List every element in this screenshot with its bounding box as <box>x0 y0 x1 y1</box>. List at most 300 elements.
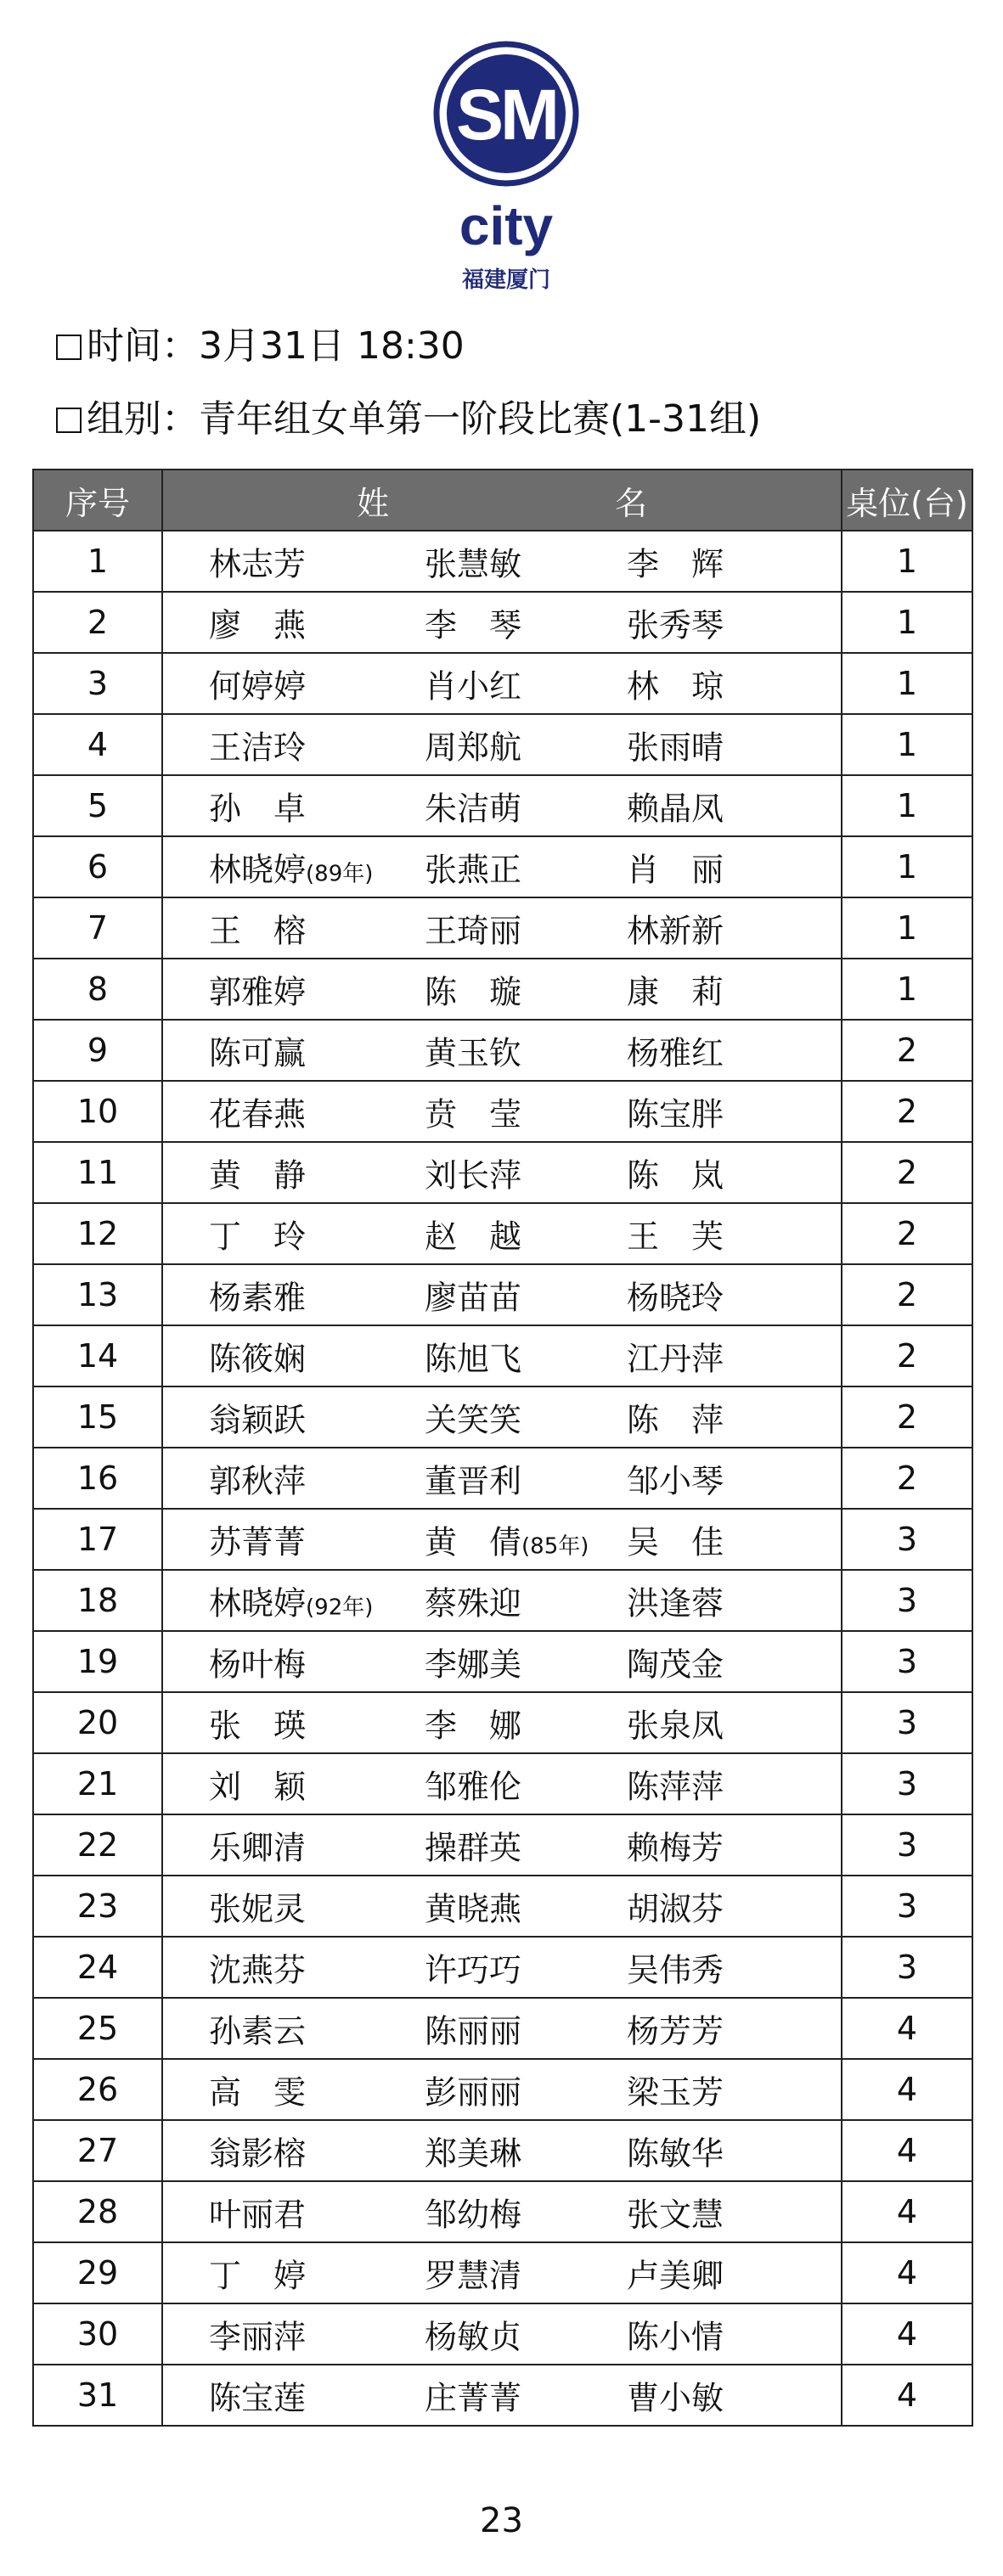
birth-year-note: (92年) <box>306 1595 374 1621</box>
player-entry <box>425 2128 521 2174</box>
checkbox-square-icon <box>56 335 82 360</box>
row-number: 27 <box>33 2120 162 2181</box>
table-position: 1 <box>842 897 972 959</box>
player-entry <box>627 1516 724 1563</box>
player-name: 乐卿清 <box>209 1829 307 1867</box>
row-number: 2 <box>33 592 162 653</box>
table-row <box>33 1753 972 1814</box>
row-number: 18 <box>33 1570 162 1631</box>
player-entry <box>209 1272 306 1319</box>
player-entry <box>209 1700 306 1746</box>
player-name: 赖晶凤 <box>627 790 724 828</box>
player-name: 贲 莹 <box>425 1095 522 1133</box>
player-entry <box>627 661 724 707</box>
sm-city-logo <box>431 41 581 295</box>
player-name: 杨叶梅 <box>209 1645 307 1684</box>
player-entry <box>209 538 306 585</box>
table-position: 3 <box>842 1631 972 1692</box>
player-names-cell <box>162 2242 842 2303</box>
table-row <box>33 714 972 775</box>
player-name: 李 辉 <box>627 545 724 583</box>
player-names-cell <box>162 1753 842 1814</box>
table-position: 2 <box>842 1081 972 1142</box>
player-entry <box>425 2311 521 2358</box>
player-entry <box>627 1088 724 1135</box>
group-line <box>56 396 761 443</box>
player-entry <box>627 1639 724 1685</box>
row-number: 15 <box>33 1386 162 1448</box>
row-number: 13 <box>33 1264 162 1325</box>
player-name: 蔡殊迎 <box>425 1584 522 1623</box>
player-entry <box>627 1394 724 1441</box>
sm-logo-graphic <box>431 41 581 295</box>
player-names-cell <box>162 1876 842 1937</box>
player-name: 翁颖跃 <box>209 1401 307 1439</box>
player-name: 彭丽丽 <box>425 2073 522 2112</box>
table-row <box>33 1264 972 1325</box>
row-number: 24 <box>33 1937 162 1998</box>
player-name: 孙 卓 <box>209 790 307 828</box>
player-name: 曹小敏 <box>627 2379 724 2417</box>
row-number: 21 <box>33 1753 162 1814</box>
row-number: 25 <box>33 1998 162 2059</box>
player-entry <box>209 661 306 707</box>
row-number: 14 <box>33 1325 162 1386</box>
table-position: 1 <box>842 592 972 653</box>
player-entry <box>209 1516 306 1563</box>
player-entry <box>209 2128 306 2174</box>
player-entry <box>627 1272 724 1319</box>
player-entry <box>627 1027 724 1074</box>
player-names-cell <box>162 836 842 897</box>
row-number: 17 <box>33 1509 162 1570</box>
player-entry <box>209 1211 306 1257</box>
player-entry <box>627 1211 724 1257</box>
player-name: 杨敏贞 <box>425 2318 522 2356</box>
player-names-cell <box>162 1325 842 1386</box>
table-position: 2 <box>842 1264 972 1325</box>
player-name: 李 琴 <box>425 606 522 644</box>
row-number: 6 <box>33 836 162 897</box>
player-entry <box>425 1211 521 1257</box>
table-position: 2 <box>842 1203 972 1264</box>
row-number: 11 <box>33 1142 162 1203</box>
player-name: 李 娜 <box>425 1707 522 1745</box>
player-name: 陈敏华 <box>627 2134 724 2173</box>
row-number: 29 <box>33 2242 162 2303</box>
player-entry <box>425 722 521 768</box>
player-entry <box>209 1150 306 1196</box>
player-entry <box>209 966 306 1013</box>
player-entry <box>209 2250 306 2297</box>
birth-year-note: (85年) <box>521 1533 589 1560</box>
table-row <box>33 1814 972 1876</box>
row-number: 19 <box>33 1631 162 1692</box>
player-names-cell <box>162 1631 842 1692</box>
table-row <box>33 653 972 714</box>
player-name: 朱洁萌 <box>425 790 522 828</box>
player-entry <box>627 1578 724 1624</box>
player-name: 黄 静 <box>209 1156 307 1195</box>
player-entry <box>209 844 373 891</box>
player-name: 张 瑛 <box>209 1707 307 1745</box>
player-name: 邹小琴 <box>627 1462 724 1500</box>
player-name: 杨雅红 <box>627 1034 724 1072</box>
table-position: 3 <box>842 1692 972 1753</box>
table-position: 3 <box>842 1814 972 1876</box>
row-number: 10 <box>33 1081 162 1142</box>
player-entry <box>627 1455 724 1502</box>
row-number: 22 <box>33 1814 162 1876</box>
time-text: 时间：3月31日 18:30 <box>87 324 465 368</box>
player-names-cell <box>162 1264 842 1325</box>
table-row <box>33 2181 972 2242</box>
player-entry <box>209 1944 306 1991</box>
table-row <box>33 959 972 1020</box>
player-names-cell <box>162 959 842 1020</box>
row-number: 9 <box>33 1020 162 1081</box>
player-entry <box>425 1761 521 1808</box>
table-row <box>33 2303 972 2365</box>
table-position: 4 <box>842 2059 972 2120</box>
player-entry <box>627 844 724 891</box>
player-name: 关笑笑 <box>425 1401 522 1439</box>
player-names-cell <box>162 1814 842 1876</box>
player-name: 丁 婷 <box>209 2257 307 2295</box>
player-entry <box>425 1944 521 1991</box>
player-name: 叶丽君 <box>209 2196 307 2234</box>
logo-word-text: city <box>459 195 554 256</box>
table-position: 4 <box>842 2181 972 2242</box>
player-name: 陈旭飞 <box>425 1340 522 1378</box>
player-name: 张文慧 <box>627 2196 724 2234</box>
player-name: 廖 燕 <box>209 606 307 644</box>
table-position: 3 <box>842 1570 972 1631</box>
player-entry <box>425 2189 521 2236</box>
player-entry <box>627 599 724 646</box>
player-name: 周郑航 <box>425 728 522 767</box>
player-name: 黄 倩 <box>425 1523 522 1561</box>
table-row <box>33 1692 972 1753</box>
player-name: 孙素云 <box>209 2012 307 2050</box>
table-row <box>33 1325 972 1386</box>
table-position: 3 <box>842 1876 972 1937</box>
logo-location-text: 福建厦门 <box>461 267 551 293</box>
table-row <box>33 2365 972 2426</box>
player-name: 陈小情 <box>627 2318 724 2356</box>
table-position: 2 <box>842 1020 972 1081</box>
player-entry <box>425 2067 521 2113</box>
table-position: 3 <box>842 1509 972 1570</box>
row-number: 8 <box>33 959 162 1020</box>
page-number: 23 <box>480 2501 523 2540</box>
player-name: 张燕正 <box>425 851 522 889</box>
player-name: 林晓婷 <box>209 1584 307 1623</box>
table-position: 1 <box>842 836 972 897</box>
player-entry <box>627 1150 724 1196</box>
table-position: 1 <box>842 959 972 1020</box>
player-names-cell <box>162 531 842 592</box>
table-row <box>33 775 972 836</box>
player-name: 陈筱娴 <box>209 1340 307 1378</box>
player-entry <box>627 2128 724 2174</box>
player-name: 邹雅伦 <box>425 1768 522 1806</box>
row-number: 16 <box>33 1448 162 1509</box>
player-name: 杨芳芳 <box>627 2012 724 2050</box>
table-row <box>33 2059 972 2120</box>
player-entry <box>209 1333 306 1380</box>
player-name: 刘 颖 <box>209 1768 307 1806</box>
player-name: 郭秋萍 <box>209 1462 307 1500</box>
player-entry <box>209 599 306 646</box>
player-entry <box>425 966 521 1013</box>
player-entry <box>425 1027 521 1074</box>
player-name: 洪逢蓉 <box>627 1584 724 1623</box>
table-row <box>33 1203 972 1264</box>
player-name: 李娜美 <box>425 1645 522 1684</box>
player-name: 张雨晴 <box>627 728 724 767</box>
player-name: 肖小红 <box>425 667 522 706</box>
player-entry <box>627 966 724 1013</box>
player-name: 廖苗苗 <box>425 1279 522 1317</box>
row-number: 12 <box>33 1203 162 1264</box>
player-entry <box>627 538 724 585</box>
player-entry <box>209 1088 306 1135</box>
row-number: 4 <box>33 714 162 775</box>
player-name: 操群英 <box>425 1829 522 1867</box>
player-name: 张秀琴 <box>627 606 724 644</box>
player-names-cell <box>162 775 842 836</box>
player-name: 苏菁菁 <box>209 1523 307 1561</box>
player-entry <box>627 2067 724 2113</box>
player-entry <box>425 1333 521 1380</box>
logo-mark-text: SM <box>456 75 556 155</box>
player-name: 康 莉 <box>627 973 724 1011</box>
player-name: 陈宝胖 <box>627 1095 724 1133</box>
player-name: 许巧巧 <box>425 1951 522 1989</box>
row-number: 20 <box>33 1692 162 1753</box>
player-entry <box>425 1883 521 1930</box>
player-entry <box>209 1394 306 1441</box>
player-entry <box>627 2005 724 2052</box>
row-number: 3 <box>33 653 162 714</box>
row-number: 31 <box>33 2365 162 2426</box>
player-name: 黄玉钦 <box>425 1034 522 1072</box>
table-row <box>33 592 972 653</box>
player-names-cell <box>162 1386 842 1448</box>
player-entry <box>425 1455 521 1502</box>
player-names-cell <box>162 1570 842 1631</box>
table-position: 2 <box>842 1142 972 1203</box>
player-entry <box>425 1639 521 1685</box>
player-name: 张慧敏 <box>425 545 522 583</box>
table-row <box>33 897 972 959</box>
table-position: 1 <box>842 775 972 836</box>
table-position: 2 <box>842 1386 972 1448</box>
player-names-cell <box>162 1937 842 1998</box>
row-number: 26 <box>33 2059 162 2120</box>
table-row <box>33 1570 972 1631</box>
table-position: 4 <box>842 2303 972 2365</box>
player-entry <box>425 1700 521 1746</box>
player-name: 高 雯 <box>209 2073 307 2112</box>
player-entry <box>425 538 521 585</box>
row-number: 7 <box>33 897 162 959</box>
player-name: 陈萍萍 <box>627 1768 724 1806</box>
player-names-cell <box>162 2365 842 2426</box>
player-entry <box>209 1761 306 1808</box>
header-names: 姓 名 <box>162 470 842 531</box>
player-entry <box>209 2067 306 2113</box>
player-name: 沈燕芬 <box>209 1951 307 1989</box>
player-names-cell <box>162 653 842 714</box>
player-entry <box>209 783 306 830</box>
row-number: 23 <box>33 1876 162 1937</box>
player-name: 王 榕 <box>209 912 307 950</box>
table-row <box>33 1631 972 1692</box>
player-name: 杨晓玲 <box>627 1279 724 1317</box>
table-row <box>33 1386 972 1448</box>
player-name: 郑美琳 <box>425 2134 522 2173</box>
player-entry <box>627 722 724 768</box>
player-names-cell <box>162 1142 842 1203</box>
player-entry <box>627 1883 724 1930</box>
player-entry <box>209 1578 373 1624</box>
player-entry <box>627 2372 724 2419</box>
player-names-cell <box>162 2059 842 2120</box>
player-entry <box>627 905 724 952</box>
player-entry <box>425 1150 521 1196</box>
player-entry <box>627 783 724 830</box>
table-position: 2 <box>842 1325 972 1386</box>
player-entry <box>425 2005 521 2052</box>
player-entry <box>209 1822 306 1869</box>
table-position: 3 <box>842 1753 972 1814</box>
player-entry <box>627 2189 724 2236</box>
player-entry <box>209 722 306 768</box>
player-entry <box>425 661 521 707</box>
player-names-cell <box>162 2303 842 2365</box>
player-name: 陈 岚 <box>627 1156 724 1195</box>
table-position: 3 <box>842 1937 972 1998</box>
table-position: 2 <box>842 1448 972 1509</box>
row-number: 30 <box>33 2303 162 2365</box>
player-entry <box>627 1944 724 1991</box>
table-position: 4 <box>842 1998 972 2059</box>
player-names-cell <box>162 714 842 775</box>
header-table-position: 桌位(台) <box>842 470 972 531</box>
player-name: 庄菁菁 <box>425 2379 522 2417</box>
player-entry <box>425 844 521 891</box>
table-position: 4 <box>842 2120 972 2181</box>
table-row <box>33 1937 972 1998</box>
player-name: 罗慧清 <box>425 2257 522 2295</box>
player-name: 赖梅芳 <box>627 1829 724 1867</box>
player-name: 江丹萍 <box>627 1340 724 1378</box>
player-entry <box>209 2005 306 2052</box>
player-name: 翁影榕 <box>209 2134 307 2173</box>
player-name: 陈 萍 <box>627 1401 724 1439</box>
player-name: 何婷婷 <box>209 667 307 706</box>
player-name: 董晋利 <box>425 1462 522 1500</box>
player-name: 陈丽丽 <box>425 2012 522 2050</box>
table-row <box>33 2242 972 2303</box>
player-name: 胡淑芬 <box>627 1890 724 1928</box>
table-row <box>33 1876 972 1937</box>
player-name: 黄晓燕 <box>425 1890 522 1928</box>
player-name: 王洁玲 <box>209 728 307 767</box>
table-body <box>33 531 972 2426</box>
player-name: 吴 佳 <box>627 1523 724 1561</box>
player-entry <box>209 1455 306 1502</box>
player-names-cell <box>162 2181 842 2242</box>
player-names-cell <box>162 1692 842 1753</box>
player-name: 林新新 <box>627 912 724 950</box>
group-text: 组别：青年组女单第一阶段比赛(1-31组) <box>87 397 762 441</box>
player-names-cell <box>162 1081 842 1142</box>
player-entry <box>425 783 521 830</box>
player-name: 花春燕 <box>209 1095 307 1133</box>
player-entry <box>425 1394 521 1441</box>
player-entry <box>425 2372 521 2419</box>
table-position: 1 <box>842 714 972 775</box>
table-row <box>33 531 972 592</box>
player-name: 陈 璇 <box>425 973 522 1011</box>
player-entry <box>209 1883 306 1930</box>
player-entry <box>627 2311 724 2358</box>
time-line <box>56 323 465 370</box>
player-entry <box>425 905 521 952</box>
player-entry <box>425 1088 521 1135</box>
player-name: 郭雅婷 <box>209 973 307 1011</box>
player-entry <box>627 1822 724 1869</box>
row-number: 5 <box>33 775 162 836</box>
player-name: 吴伟秀 <box>627 1951 724 1989</box>
table-position: 4 <box>842 2365 972 2426</box>
checkbox-square-icon <box>56 408 82 433</box>
player-name: 王琦丽 <box>425 912 522 950</box>
player-names-cell <box>162 1448 842 1509</box>
player-name: 陈宝莲 <box>209 2379 307 2417</box>
player-name: 赵 越 <box>425 1218 522 1256</box>
player-entry <box>425 1516 589 1563</box>
player-name: 邹幼梅 <box>425 2196 522 2234</box>
player-names-cell <box>162 2120 842 2181</box>
player-name: 王 芙 <box>627 1218 724 1256</box>
player-entry <box>425 2250 521 2297</box>
table-row <box>33 1998 972 2059</box>
row-number: 28 <box>33 2181 162 2242</box>
player-name: 刘长萍 <box>425 1156 522 1195</box>
table-row <box>33 1448 972 1509</box>
player-entry <box>209 1639 306 1685</box>
player-entry <box>627 2250 724 2297</box>
table-header-row <box>33 470 972 531</box>
table-row <box>33 1142 972 1203</box>
player-entry <box>209 905 306 952</box>
player-name: 张泉凤 <box>627 1707 724 1745</box>
player-names-cell <box>162 1203 842 1264</box>
player-entry <box>627 1333 724 1380</box>
player-names-cell <box>162 1509 842 1570</box>
player-name: 梁玉芳 <box>627 2073 724 2112</box>
player-name: 林 琼 <box>627 667 724 706</box>
table-row <box>33 1020 972 1081</box>
player-name: 陈可赢 <box>209 1034 307 1072</box>
player-entry <box>209 1027 306 1074</box>
table-row <box>33 836 972 897</box>
schedule-table <box>32 469 973 2427</box>
